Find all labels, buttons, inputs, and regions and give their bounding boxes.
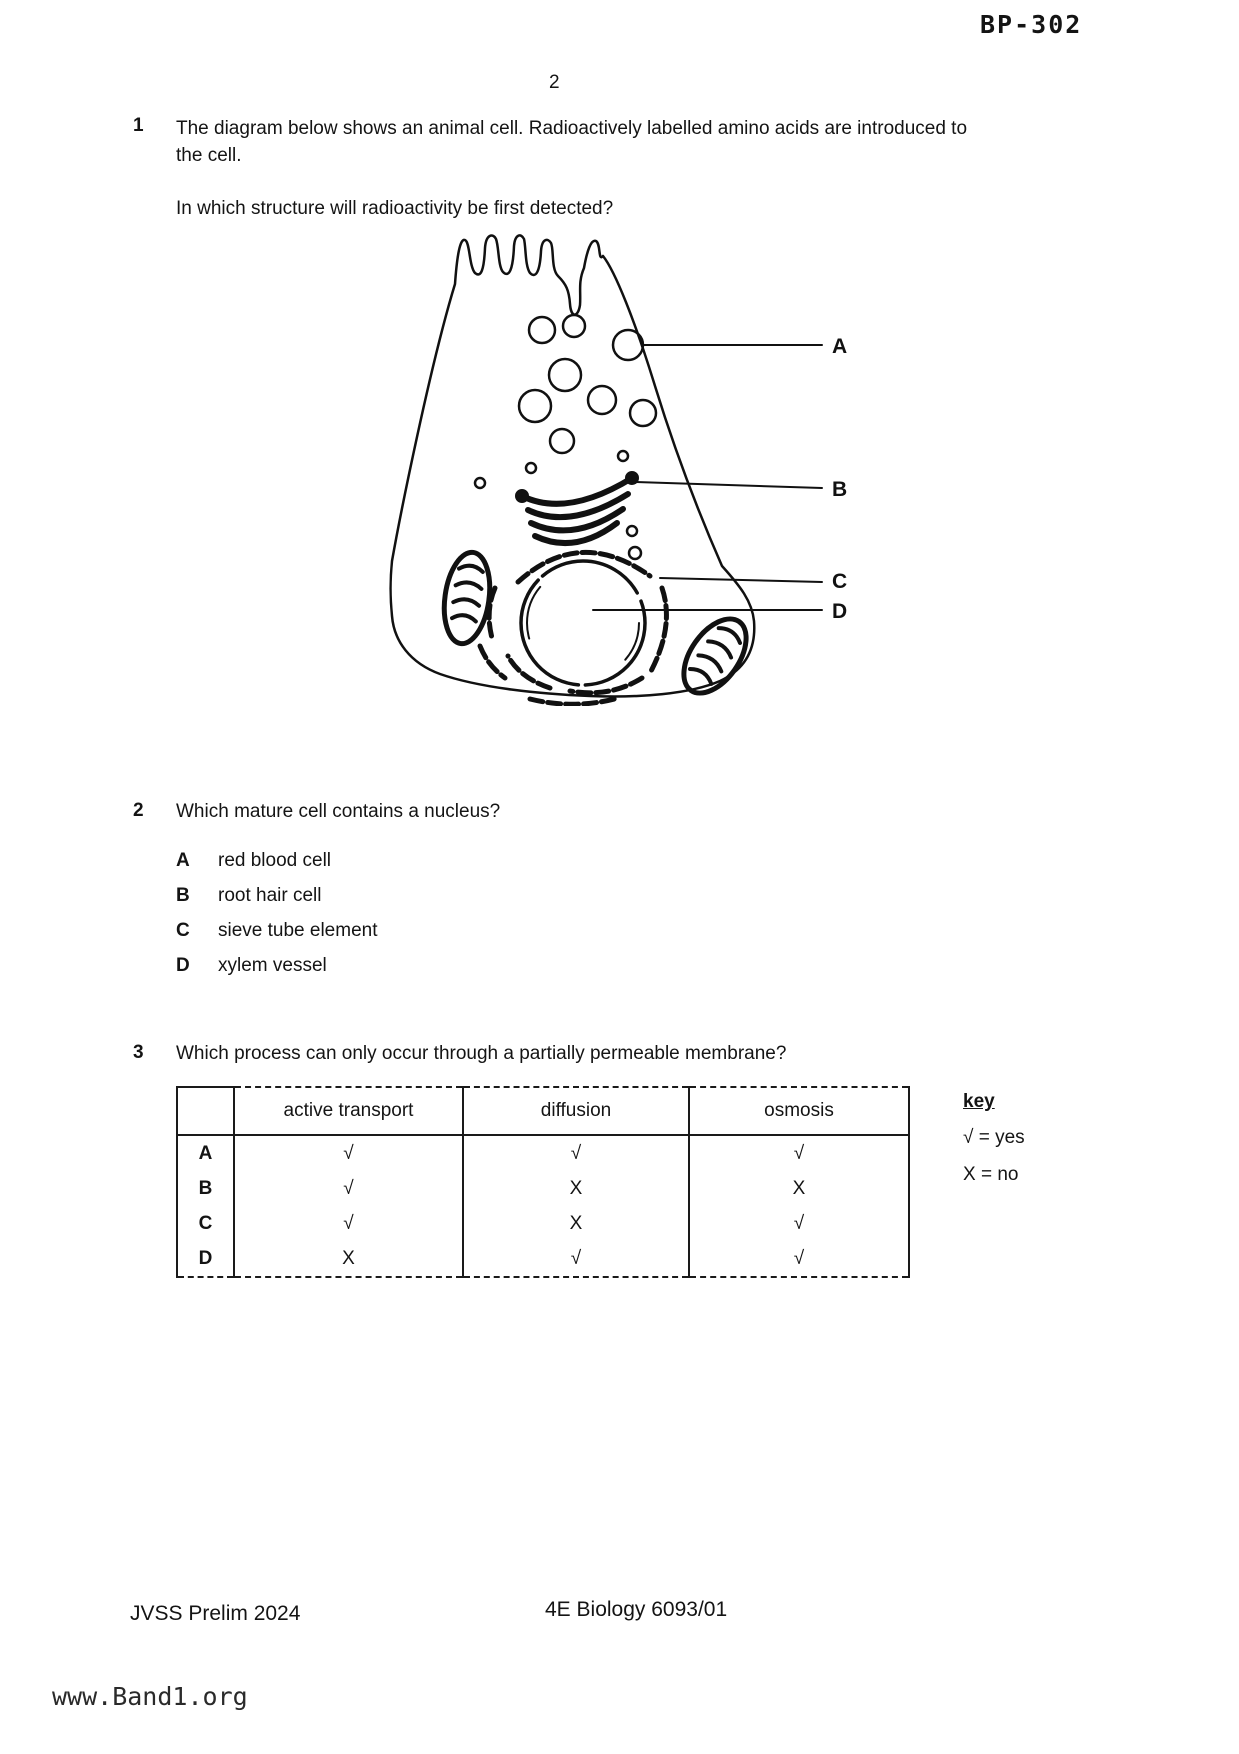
option-text: sieve tube element xyxy=(218,920,378,941)
question-1-number: 1 xyxy=(133,115,144,136)
row-label: A xyxy=(177,1135,234,1171)
cell-value: √ xyxy=(689,1206,909,1241)
mitochondrion-left xyxy=(439,549,495,646)
option-d xyxy=(176,955,1033,977)
key-yes: √ = yes xyxy=(963,1127,1025,1148)
row-label: B xyxy=(177,1171,234,1206)
cell-value: √ xyxy=(689,1135,909,1171)
question-1-line1: The diagram below shows an animal cell. Radioactively labelled amino acids are introduced to xyxy=(176,118,968,139)
question-2-options xyxy=(176,850,1033,977)
golgi-apparatus xyxy=(518,474,636,543)
page-number: 2 xyxy=(549,72,560,93)
question-1-line2: the cell. xyxy=(176,145,242,166)
question-3-number: 3 xyxy=(133,1042,144,1063)
option-letter: C xyxy=(176,920,190,941)
option-b xyxy=(176,885,1033,907)
question-3-text: Which process can only occur through a partially permeable membrane? xyxy=(176,1043,787,1064)
leader-line-c xyxy=(660,578,822,582)
key-title: key xyxy=(963,1091,995,1112)
column-header-diffusion: diffusion xyxy=(463,1087,689,1135)
option-text: xylem vessel xyxy=(218,955,327,976)
row-label: C xyxy=(177,1206,234,1241)
option-text: red blood cell xyxy=(218,850,332,871)
option-letter: B xyxy=(176,885,190,906)
footer-school: JVSS Prelim 2024 xyxy=(130,1602,301,1625)
footer-paper-code: 4E Biology 6093/01 xyxy=(545,1598,728,1621)
mitochondrion-right xyxy=(671,608,758,704)
cell-value: √ xyxy=(463,1241,689,1277)
question-3 xyxy=(133,1042,1193,1278)
table-row-c xyxy=(177,1206,909,1241)
question-2-number: 2 xyxy=(133,800,144,821)
cell-value: √ xyxy=(234,1171,463,1206)
table-key xyxy=(963,1090,1025,1200)
cell-value: √ xyxy=(463,1135,689,1171)
process-table xyxy=(176,1086,910,1278)
cell-value: √ xyxy=(234,1135,463,1171)
cell-value: X xyxy=(463,1171,689,1206)
option-a xyxy=(176,850,1033,872)
vesicles xyxy=(475,317,656,559)
question-1-text xyxy=(176,115,1116,169)
question-2 xyxy=(133,800,1033,990)
diagram-label-c: C xyxy=(832,570,848,593)
cell-value: √ xyxy=(689,1241,909,1277)
key-no: X = no xyxy=(963,1164,1019,1185)
column-header-active-transport: active transport xyxy=(234,1087,463,1135)
question-1 xyxy=(133,115,1113,222)
table-row-b xyxy=(177,1171,909,1206)
question-2-text: Which mature cell contains a nucleus? xyxy=(176,801,501,822)
table-row-a xyxy=(177,1135,909,1171)
table-row-d xyxy=(177,1241,909,1277)
diagram-label-a: A xyxy=(832,335,848,358)
vesicle xyxy=(563,315,585,337)
option-text: root hair cell xyxy=(218,885,322,906)
row-label: D xyxy=(177,1241,234,1277)
cell-value: X xyxy=(463,1206,689,1241)
animal-cell-diagram xyxy=(370,226,870,706)
watermark-url: www.Band1.org xyxy=(52,1682,248,1711)
option-letter: D xyxy=(176,955,190,976)
table-corner-cell xyxy=(177,1087,234,1135)
leader-line-b xyxy=(636,482,822,488)
diagram-label-d: D xyxy=(832,600,848,623)
nucleus xyxy=(521,561,645,685)
column-header-osmosis: osmosis xyxy=(689,1087,909,1135)
doc-code: BP-302 xyxy=(980,10,1083,39)
diagram-label-b: B xyxy=(832,478,848,501)
option-c xyxy=(176,920,1033,942)
cell-value: X xyxy=(689,1171,909,1206)
option-letter: A xyxy=(176,850,190,871)
cell-value: X xyxy=(234,1241,463,1277)
question-1-prompt: In which structure will radioactivity be first detected? xyxy=(176,198,614,219)
cell-value: √ xyxy=(234,1206,463,1241)
